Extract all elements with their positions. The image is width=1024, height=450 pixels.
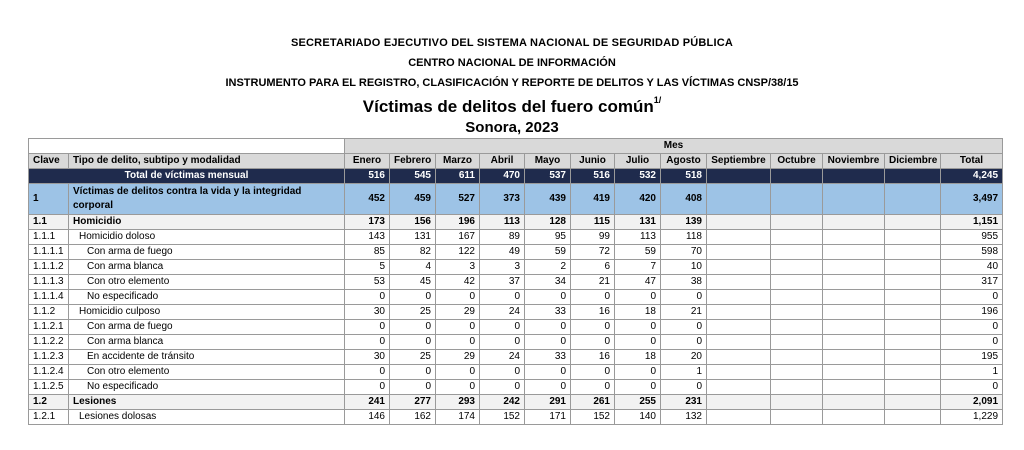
cell-value (707, 215, 771, 230)
cell-value (707, 260, 771, 275)
column-header: Agosto (661, 154, 707, 169)
cell-value: 59 (615, 245, 661, 260)
cell-clave: 1.1.2.5 (29, 380, 69, 395)
table-row (29, 350, 1003, 365)
cell-label: Homicidio culposo (69, 305, 345, 320)
cell-value: 0 (480, 320, 525, 335)
cell-total: 4,245 (941, 169, 1003, 184)
cell-total: 0 (941, 380, 1003, 395)
cell-value (707, 365, 771, 380)
cell-value: 115 (571, 215, 615, 230)
cell-value: 59 (525, 245, 571, 260)
cell-value: 0 (525, 365, 571, 380)
cell-value (823, 350, 885, 365)
cell-label: Con arma de fuego (69, 245, 345, 260)
cell-value: 293 (436, 395, 480, 410)
cell-value: 0 (436, 335, 480, 350)
cell-value: 174 (436, 410, 480, 425)
cell-value (823, 230, 885, 245)
cell-value (771, 260, 823, 275)
table-row (29, 245, 1003, 260)
title-footnote-mark: 1/ (653, 95, 662, 105)
cell-value (707, 290, 771, 305)
cell-value (885, 365, 941, 380)
cell-value: 0 (571, 335, 615, 350)
cell-value: 0 (525, 320, 571, 335)
cell-value: 146 (345, 410, 390, 425)
cell-value: 0 (480, 290, 525, 305)
cell-value: 0 (615, 320, 661, 335)
cell-value (823, 215, 885, 230)
column-header: Enero (345, 154, 390, 169)
cell-value: 532 (615, 169, 661, 184)
header-center: CENTRO NACIONAL DE INFORMACIÓN (408, 57, 616, 69)
cell-value (885, 260, 941, 275)
column-header: Junio (571, 154, 615, 169)
header-blank (29, 139, 345, 154)
table-row (29, 275, 1003, 290)
cell-value (823, 275, 885, 290)
cell-value: 6 (571, 260, 615, 275)
cell-value (885, 169, 941, 184)
cell-value: 53 (345, 275, 390, 290)
header-instrument: INSTRUMENTO PARA EL REGISTRO, CLASIFICACIÓN Y REPORTE DE DELITOS Y LAS VÍCTIMAS CNSP/38/15 (225, 77, 799, 89)
cell-value: 0 (525, 335, 571, 350)
column-header: Abril (480, 154, 525, 169)
cell-value (771, 395, 823, 410)
cell-value: 131 (390, 230, 436, 245)
table-row (29, 230, 1003, 245)
cell-value: 0 (661, 290, 707, 305)
cell-value: 34 (525, 275, 571, 290)
cell-value: 140 (615, 410, 661, 425)
cell-value: 0 (345, 290, 390, 305)
cell-value: 99 (571, 230, 615, 245)
cell-clave: 1.1.1.1 (29, 245, 69, 260)
cell-value: 242 (480, 395, 525, 410)
cell-label: Con arma de fuego (69, 320, 345, 335)
cell-value: 7 (615, 260, 661, 275)
cell-value: 537 (525, 169, 571, 184)
cell-value (771, 335, 823, 350)
cell-value: 0 (390, 290, 436, 305)
cell-total: 0 (941, 290, 1003, 305)
cell-label: Con arma blanca (69, 260, 345, 275)
cell-value: 0 (436, 290, 480, 305)
cell-value: 82 (390, 245, 436, 260)
column-header: Total (941, 154, 1003, 169)
cell-label: Con otro elemento (69, 365, 345, 380)
cell-clave: 1.1.1 (29, 230, 69, 245)
cell-value (885, 245, 941, 260)
cell-value: 1 (661, 365, 707, 380)
table-row (29, 380, 1003, 395)
cell-value: 72 (571, 245, 615, 260)
cell-value: 25 (390, 305, 436, 320)
cell-value: 2 (525, 260, 571, 275)
cell-value: 156 (390, 215, 436, 230)
cell-value: 38 (661, 275, 707, 290)
cell-total: 195 (941, 350, 1003, 365)
cell-label: Con otro elemento (69, 275, 345, 290)
cell-value: 70 (661, 245, 707, 260)
column-header: Febrero (390, 154, 436, 169)
cell-value: 95 (525, 230, 571, 245)
table-row (29, 260, 1003, 275)
column-header: Diciembre (885, 154, 941, 169)
cell-value: 196 (436, 215, 480, 230)
cell-value: 420 (615, 184, 661, 215)
cell-value: 0 (390, 380, 436, 395)
cell-value: 0 (436, 365, 480, 380)
cell-value: 139 (661, 215, 707, 230)
month-group-header: Mes (345, 139, 1003, 154)
cell-value (707, 245, 771, 260)
cell-value (707, 350, 771, 365)
cell-value: 0 (615, 335, 661, 350)
cell-value: 0 (345, 365, 390, 380)
column-header: Mayo (525, 154, 571, 169)
cell-value: 113 (615, 230, 661, 245)
cell-value: 0 (390, 320, 436, 335)
cell-value: 0 (436, 380, 480, 395)
cell-total: 2,091 (941, 395, 1003, 410)
cell-clave: 1.2.1 (29, 410, 69, 425)
cell-value: 408 (661, 184, 707, 215)
cell-value: 0 (390, 365, 436, 380)
cell-label: Homicidio (69, 215, 345, 230)
cell-value (771, 275, 823, 290)
cell-value: 85 (345, 245, 390, 260)
table-row (29, 305, 1003, 320)
cell-value: 516 (571, 169, 615, 184)
cell-value: 49 (480, 245, 525, 260)
cell-value: 33 (525, 305, 571, 320)
cell-value: 0 (345, 320, 390, 335)
cell-value: 0 (615, 380, 661, 395)
cell-label: No especificado (69, 290, 345, 305)
cell-value: 21 (571, 275, 615, 290)
cell-clave: 1.1.2 (29, 305, 69, 320)
cell-value: 47 (615, 275, 661, 290)
table-row (29, 335, 1003, 350)
table-row (29, 395, 1003, 410)
cell-value (885, 215, 941, 230)
cell-total: 598 (941, 245, 1003, 260)
cell-value (885, 275, 941, 290)
table-row (29, 410, 1003, 425)
cell-clave: 1.1.2.1 (29, 320, 69, 335)
cell-value: 162 (390, 410, 436, 425)
cell-value (771, 305, 823, 320)
cell-value (885, 230, 941, 245)
cell-value (823, 335, 885, 350)
cell-value: 118 (661, 230, 707, 245)
cell-clave: 1 (29, 184, 69, 215)
cell-value: 171 (525, 410, 571, 425)
cell-clave: 1.1.2.4 (29, 365, 69, 380)
cell-value: 24 (480, 350, 525, 365)
cell-value (707, 335, 771, 350)
cell-clave: 1.1.1.3 (29, 275, 69, 290)
cell-value (823, 365, 885, 380)
cell-clave: 1.1.2.2 (29, 335, 69, 350)
cell-value (707, 320, 771, 335)
cell-total: 3,497 (941, 184, 1003, 215)
cell-clave: 1.1 (29, 215, 69, 230)
cell-value (823, 290, 885, 305)
cell-value: 0 (661, 335, 707, 350)
cell-value: 459 (390, 184, 436, 215)
cell-value: 452 (345, 184, 390, 215)
cell-value (707, 169, 771, 184)
cell-value: 0 (390, 335, 436, 350)
cell-value: 89 (480, 230, 525, 245)
cell-value: 29 (436, 305, 480, 320)
cell-value (823, 245, 885, 260)
cell-value: 16 (571, 305, 615, 320)
cell-value: 24 (480, 305, 525, 320)
cell-value: 5 (345, 260, 390, 275)
cell-value: 29 (436, 350, 480, 365)
cell-value: 132 (661, 410, 707, 425)
cell-total: 317 (941, 275, 1003, 290)
cell-value: 143 (345, 230, 390, 245)
cell-value: 0 (345, 335, 390, 350)
cell-total: 1,151 (941, 215, 1003, 230)
cell-value: 16 (571, 350, 615, 365)
cell-value (823, 380, 885, 395)
cell-value (823, 395, 885, 410)
cell-value: 37 (480, 275, 525, 290)
cell-value: 30 (345, 350, 390, 365)
total-row (29, 169, 1003, 184)
cell-value: 255 (615, 395, 661, 410)
cell-value (771, 350, 823, 365)
cell-value: 25 (390, 350, 436, 365)
cell-value: 21 (661, 305, 707, 320)
cell-value: 152 (480, 410, 525, 425)
cell-value: 0 (615, 290, 661, 305)
cell-label: Lesiones dolosas (69, 410, 345, 425)
cell-value: 518 (661, 169, 707, 184)
table-row (29, 320, 1003, 335)
victims-table (28, 138, 1003, 425)
table-row (29, 290, 1003, 305)
cell-value: 33 (525, 350, 571, 365)
cell-value: 0 (661, 320, 707, 335)
cell-value: 131 (615, 215, 661, 230)
cell-value (885, 395, 941, 410)
cell-value: 439 (525, 184, 571, 215)
cell-value (771, 320, 823, 335)
cell-value: 18 (615, 350, 661, 365)
cell-value (707, 275, 771, 290)
cell-value: 277 (390, 395, 436, 410)
cell-value (823, 320, 885, 335)
cell-value: 122 (436, 245, 480, 260)
total-label: Total de víctimas mensual (29, 169, 345, 184)
cell-total: 955 (941, 230, 1003, 245)
cell-value (771, 230, 823, 245)
cell-label: Con arma blanca (69, 335, 345, 350)
cell-value (771, 410, 823, 425)
page-subtitle: Sonora, 2023 (465, 119, 559, 136)
cell-value: 113 (480, 215, 525, 230)
cell-total: 0 (941, 335, 1003, 350)
cell-clave: 1.1.1.4 (29, 290, 69, 305)
cell-value (823, 305, 885, 320)
cell-value (771, 184, 823, 215)
cell-value: 10 (661, 260, 707, 275)
cell-value (771, 290, 823, 305)
cell-clave: 1.1.2.3 (29, 350, 69, 365)
cell-value: 0 (571, 365, 615, 380)
cell-value (823, 260, 885, 275)
cell-value: 42 (436, 275, 480, 290)
cell-value (885, 290, 941, 305)
cell-value: 0 (436, 320, 480, 335)
cell-total: 1,229 (941, 410, 1003, 425)
cell-value: 0 (571, 380, 615, 395)
cell-value (885, 380, 941, 395)
page-title-text: Víctimas de delitos del fuero común (362, 97, 654, 116)
cell-total: 1 (941, 365, 1003, 380)
cell-value (885, 320, 941, 335)
table-row (29, 365, 1003, 380)
cell-value (885, 305, 941, 320)
cell-value: 20 (661, 350, 707, 365)
cell-value (885, 184, 941, 215)
cell-value: 241 (345, 395, 390, 410)
cell-value: 152 (571, 410, 615, 425)
cell-value: 0 (571, 290, 615, 305)
header-agency: SECRETARIADO EJECUTIVO DEL SISTEMA NACIONAL DE SEGURIDAD PÚBLICA (290, 37, 734, 49)
cell-label: En accidente de tránsito (69, 350, 345, 365)
cell-value (707, 184, 771, 215)
cell-value (707, 410, 771, 425)
cell-value (707, 230, 771, 245)
cell-value: 470 (480, 169, 525, 184)
cell-value: 3 (480, 260, 525, 275)
cell-value: 0 (480, 380, 525, 395)
cell-value: 18 (615, 305, 661, 320)
cell-label: Víctimas de delitos contra la vida y la integridad corporal (69, 184, 345, 215)
cell-clave: 1.2 (29, 395, 69, 410)
cell-value: 173 (345, 215, 390, 230)
cell-total: 196 (941, 305, 1003, 320)
column-header: Julio (615, 154, 661, 169)
page-title (0, 97, 1024, 117)
cell-value (823, 169, 885, 184)
cell-value (885, 335, 941, 350)
cell-label: No especificado (69, 380, 345, 395)
cell-value: 0 (525, 380, 571, 395)
column-header: Marzo (436, 154, 480, 169)
cell-value (885, 350, 941, 365)
cell-value: 419 (571, 184, 615, 215)
cell-value (885, 410, 941, 425)
cell-value (823, 184, 885, 215)
cell-value (707, 380, 771, 395)
cell-value (771, 245, 823, 260)
column-header: Octubre (771, 154, 823, 169)
cell-value (707, 305, 771, 320)
cell-value (771, 380, 823, 395)
cell-total: 40 (941, 260, 1003, 275)
cell-value: 0 (661, 380, 707, 395)
cell-value: 0 (345, 380, 390, 395)
table-row (29, 184, 1003, 215)
cell-value: 0 (525, 290, 571, 305)
cell-value: 45 (390, 275, 436, 290)
cell-value (771, 215, 823, 230)
cell-value (771, 365, 823, 380)
cell-value: 3 (436, 260, 480, 275)
cell-value: 0 (480, 335, 525, 350)
column-header: Clave (29, 154, 69, 169)
table-row (29, 215, 1003, 230)
cell-value: 611 (436, 169, 480, 184)
cell-value: 0 (480, 365, 525, 380)
cell-value: 231 (661, 395, 707, 410)
cell-value: 291 (525, 395, 571, 410)
cell-value (707, 395, 771, 410)
cell-value: 4 (390, 260, 436, 275)
cell-value: 527 (436, 184, 480, 215)
cell-value: 516 (345, 169, 390, 184)
cell-value: 128 (525, 215, 571, 230)
cell-value: 167 (436, 230, 480, 245)
cell-value (771, 169, 823, 184)
cell-total: 0 (941, 320, 1003, 335)
cell-clave: 1.1.1.2 (29, 260, 69, 275)
cell-value: 261 (571, 395, 615, 410)
column-header: Septiembre (707, 154, 771, 169)
cell-value: 0 (615, 365, 661, 380)
cell-label: Homicidio doloso (69, 230, 345, 245)
column-header: Tipo de delito, subtipo y modalidad (69, 154, 345, 169)
cell-value: 30 (345, 305, 390, 320)
cell-label: Lesiones (69, 395, 345, 410)
cell-value (823, 410, 885, 425)
column-header: Noviembre (823, 154, 885, 169)
cell-value: 373 (480, 184, 525, 215)
cell-value: 545 (390, 169, 436, 184)
cell-value: 0 (571, 320, 615, 335)
